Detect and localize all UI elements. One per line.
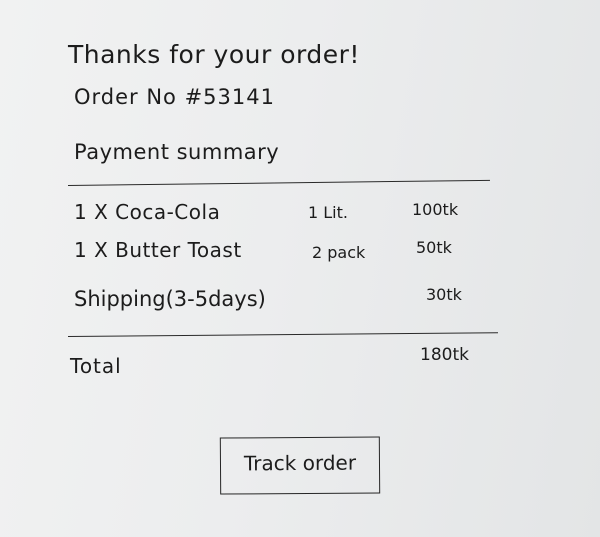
shipping-price: 30tk: [426, 285, 462, 304]
line-item-name: 1 X Butter Toast: [74, 238, 242, 262]
summary-divider-bottom: [68, 332, 498, 337]
line-item-price: 100tk: [412, 200, 459, 219]
page-title: Thanks for your order!: [68, 40, 360, 69]
summary-divider-top: [68, 180, 490, 186]
line-item-size: 1 Lit.: [308, 203, 348, 222]
track-order-label: Track order: [243, 450, 357, 475]
track-order-button[interactable]: [220, 436, 380, 494]
line-item-size: 2 pack: [312, 243, 366, 262]
line-item-price: 50tk: [416, 238, 452, 257]
order-number: Order No #53141: [74, 85, 275, 109]
payment-summary-heading: Payment summary: [74, 140, 280, 164]
shipping-label: Shipping(3-5days): [74, 287, 266, 311]
total-label: Total: [70, 354, 122, 378]
total-price: 180tk: [420, 345, 469, 365]
line-item-name: 1 X Coca-Cola: [74, 200, 221, 224]
